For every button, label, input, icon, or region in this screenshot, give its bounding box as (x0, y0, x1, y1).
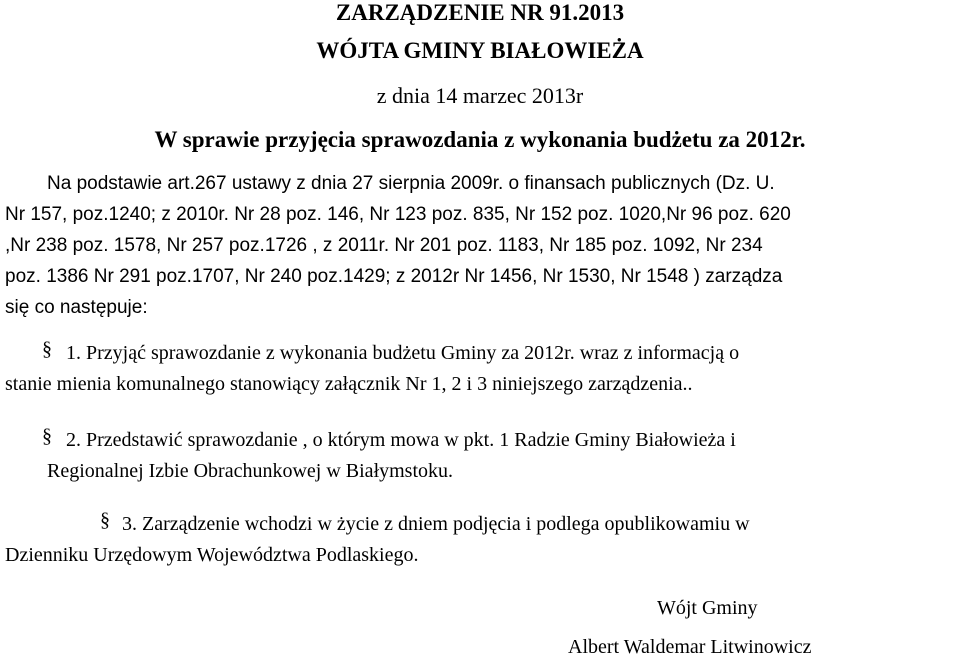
document-title: ZARZĄDZENIE NR 91.2013 (335, 0, 625, 25)
section-symbol: § (42, 425, 52, 447)
signature-role: Wójt Gminy (657, 597, 758, 619)
section-line: 2. Przedstawić sprawozdanie , o którym mowa w pkt. 1 Radzie Gminy Białowieża i (66, 429, 736, 451)
document-subject: W sprawie przyjęcia sprawozdania z wykonania budżetu za 2012r. (154, 127, 806, 152)
legal-basis-line: poz. 1386 Nr 291 poz.1707, Nr 240 poz.1429; z 2012r Nr 1456, Nr 1530, Nr 1548 ) zarządza (5, 266, 783, 287)
section-line: Regionalnej Izbie Obrachunkowej w Białymstoku. (47, 460, 454, 482)
section-line: stanie mienia komunalnego stanowiący załącznik Nr 1, 2 i 3 niniejszego zarządzenia.. (5, 373, 693, 395)
section-line: 1. Przyjąć sprawozdanie z wykonania budżetu Gminy za 2012r. wraz z informacją o (66, 342, 740, 364)
legal-basis-line: się co następuje: (5, 297, 148, 318)
legal-basis-line: Nr 157, poz.1240; z 2010r. Nr 28 poz. 146, Nr 123 poz. 835, Nr 152 poz. 1020,Nr 96 poz. 620 (5, 204, 791, 225)
signature-name: Albert Waldemar Litwinowicz (568, 636, 812, 658)
legal-basis-line: Na podstawie art.267 ustawy z dnia 27 sierpnia 2009r. o finansach publicznych (Dz. U. (47, 173, 775, 194)
section-line: Dzienniku Urzędowym Województwa Podlaskiego. (5, 544, 419, 566)
section-symbol: § (42, 338, 52, 360)
legal-basis-line: ,Nr 238 poz. 1578, Nr 257 poz.1726 , z 2011r. Nr 201 poz. 1183, Nr 185 poz. 1092, Nr 234 (5, 235, 763, 256)
issuing-authority: WÓJTA GMINY BIAŁOWIEŻA (316, 38, 644, 63)
section-line: 3. Zarządzenie wchodzi w życie z dniem podjęcia i podlega opublikowamiu w (122, 513, 750, 535)
section-symbol: § (100, 509, 110, 531)
document-date: z dnia 14 marzec 2013r (376, 83, 584, 108)
